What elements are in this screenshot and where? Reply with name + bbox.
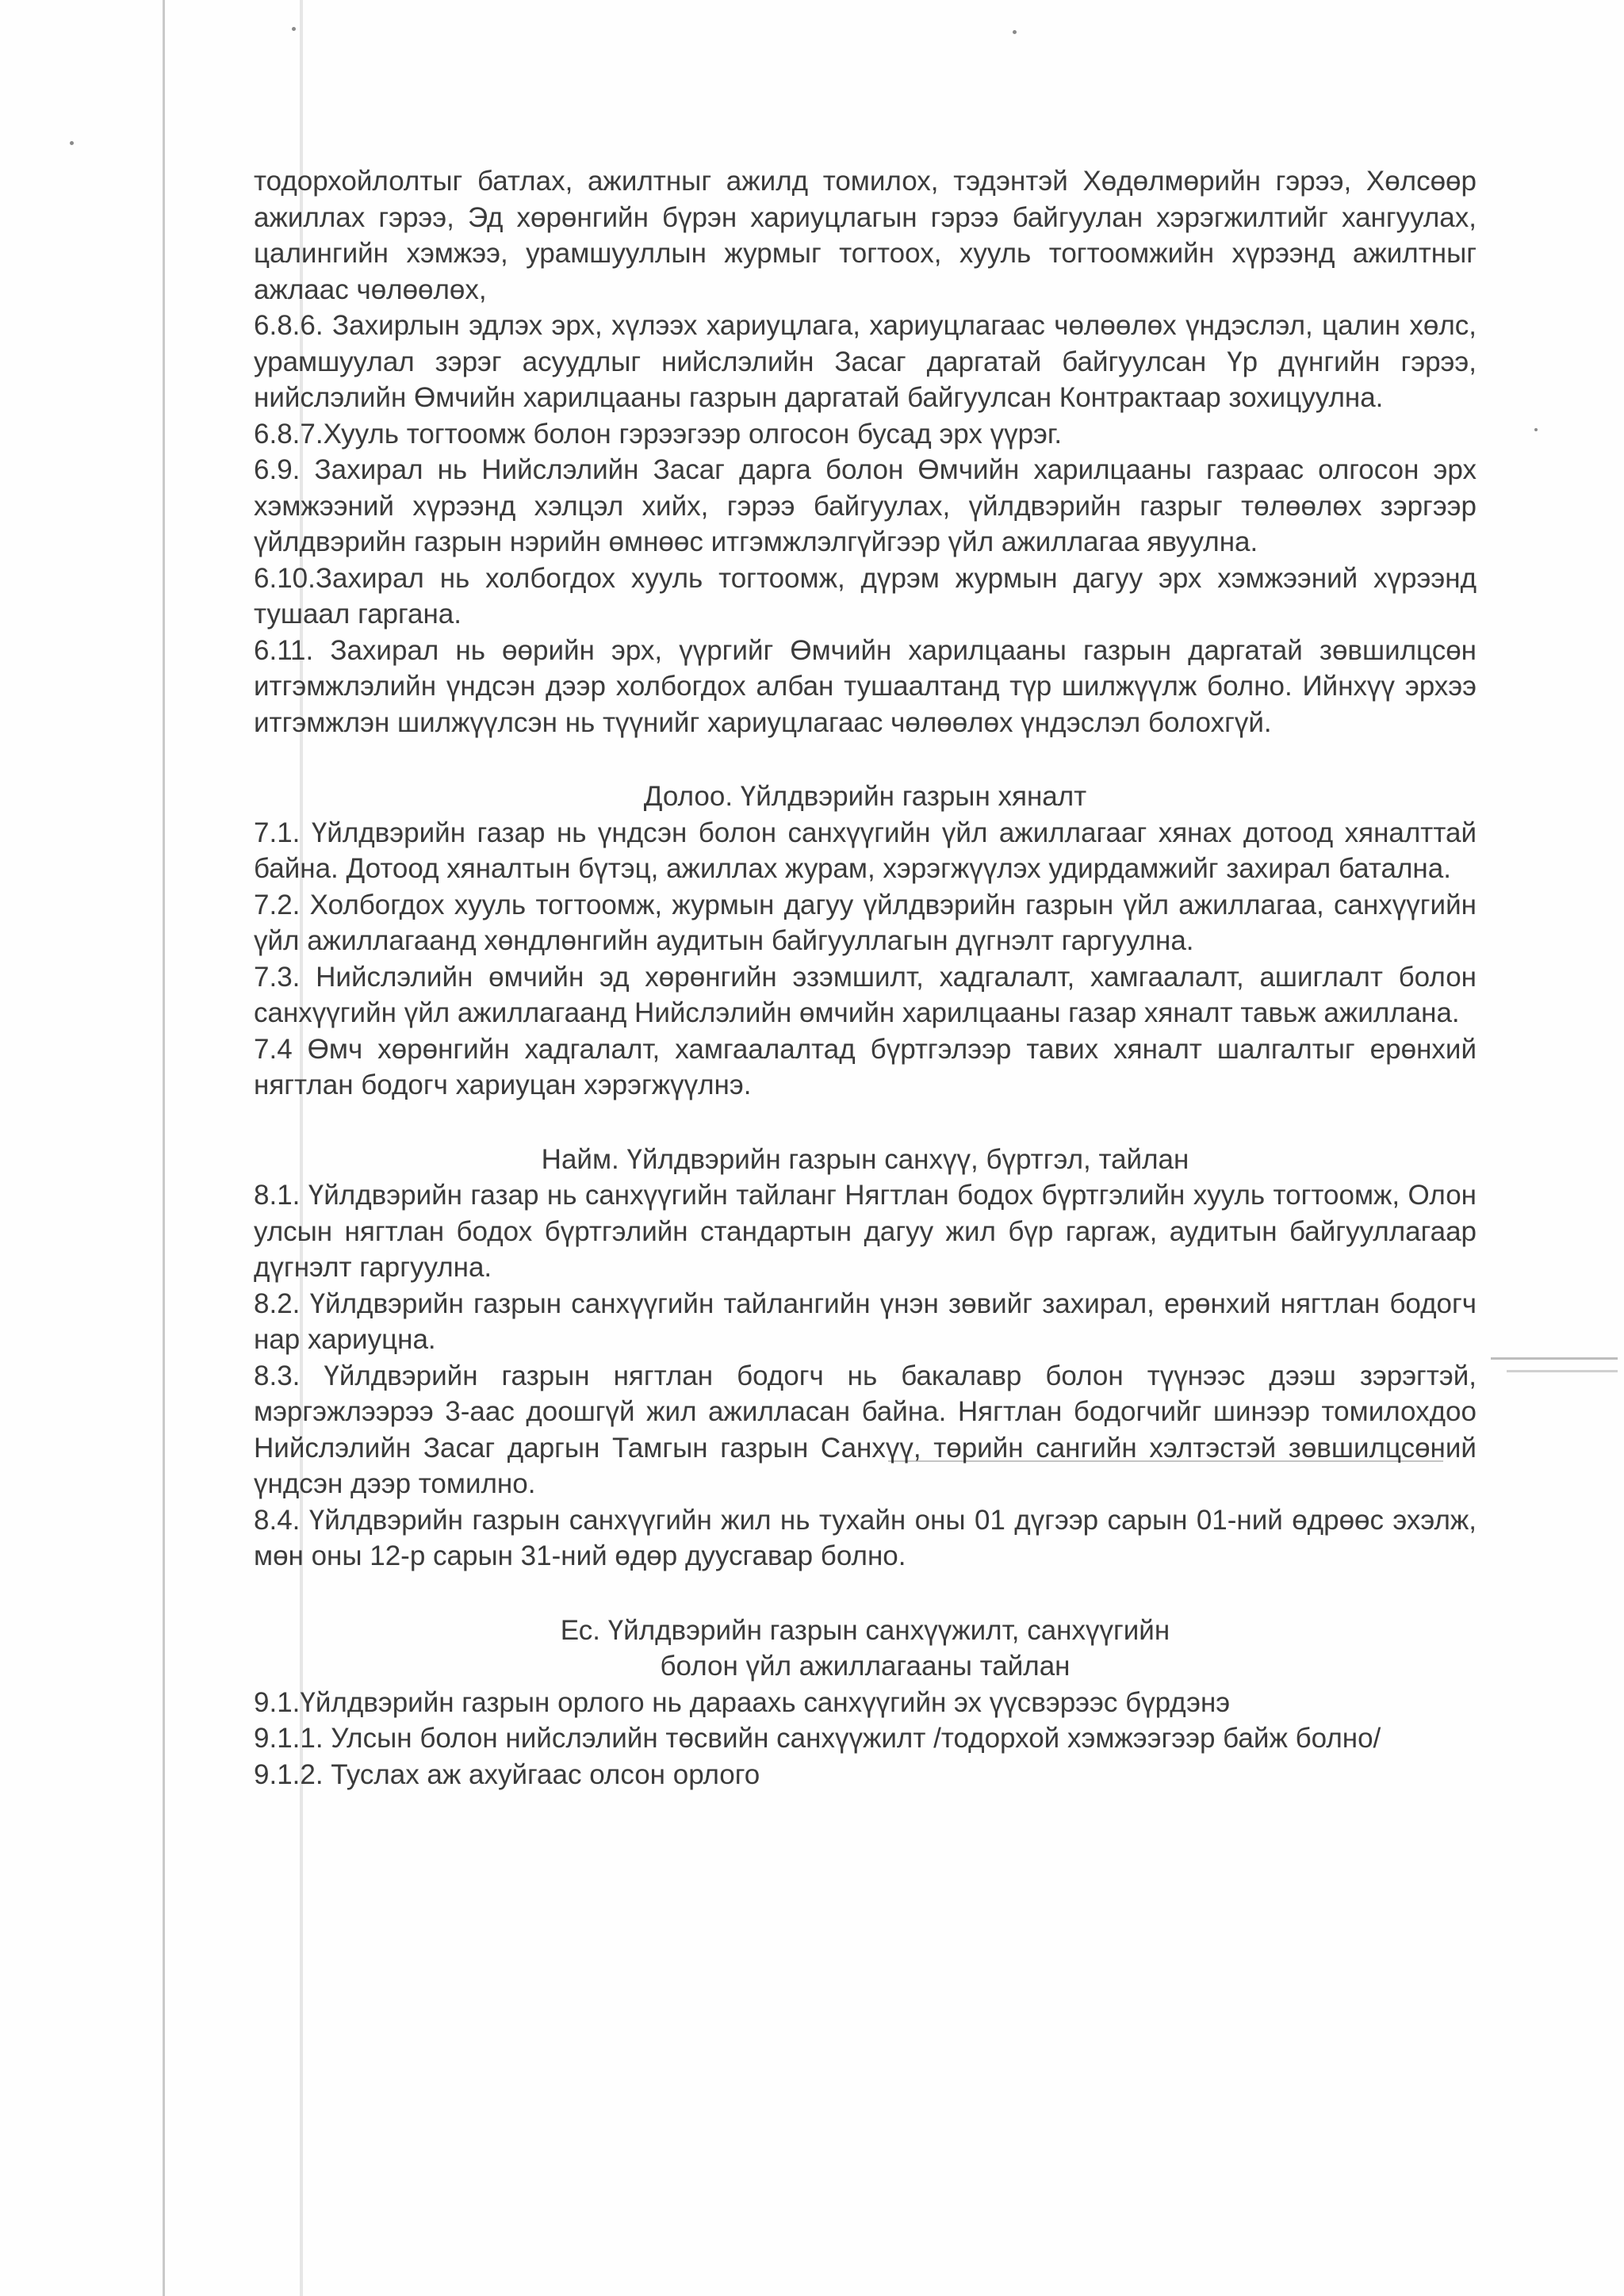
scan-speck [1013, 30, 1017, 34]
clause-6-9: 6.9. Захирал нь Нийслэлийн Засаг дарга болон Өмчийн харилцааны газраас олгосон эрх хэмжээний хүрээнд хэлцэл хийх, гэрээ байгуулах, үйлдвэрийн газрыг төлөөлөх зэргээр үйлдвэрийн газрын нэрийн өмнөөс итгэмжлэлгүйгээр үйл ажиллагаа явуулна. [254, 454, 1477, 557]
clause-7-3: 7.3. Нийслэлийн өмчийн эд хөрөнгийн эзэмшилт, хадгалалт, хамгаалалт, ашиглалт болон санхүүгийн үйл ажиллагаанд Нийслэлийн өмчийн харилцааны газар хяналт тавьж ажиллана. [254, 961, 1477, 1028]
clause-8-1: 8.1. Үйлдвэрийн газар нь санхүүгийн тайланг Нягтлан бодох бүртгэлийн хууль тогтоомж, Олон улсын нягтлан бодох бүртгэлийн стандартын дагуу жил бүр гаргаж, аудитын байгууллагаар дүгнэлт гаргуулна. [254, 1180, 1477, 1283]
clause-9-1: 9.1.Үйлдвэрийн газрын орлого нь дараахь санхүүгийн эх үүсвэрээс бүрдэнэ [254, 1686, 1231, 1718]
section-7-heading: Долоо. Үйлдвэрийн газрын хяналт [643, 781, 1087, 812]
section-9-heading-line2: болон үйл ажиллагааны тайлан [660, 1651, 1071, 1682]
clause-7-1: 7.1. Үйлдвэрийн газар нь үндсэн болон санхүүгийн үйл ажиллагааг хянах дотоод хяналттай байна. Дотоод хяналтын бүтэц, ажиллах журам, хэрэгжүүлэх удирдамжийг захирал батална. [254, 817, 1477, 884]
clause-7-4: 7.4 Өмч хөрөнгийн хадгалалт, хамгаалалтад бүртгэлээр тавих хяналт шалгалтыг ерөнхий нягтлан бодогч хариуцан хэрэгжүүлнэ. [254, 1033, 1477, 1100]
section-gap [254, 1575, 1477, 1613]
section-9-heading-line1: Ес. Үйлдвэрийн газрын санхүүжилт, санхүүгийн [560, 1614, 1170, 1646]
clause-7-2: 7.2. Холбогдох хууль тогтоомж, журмын дагуу үйлдвэрийн газрын үйл ажиллагаа, санхүүгийн үйл ажиллагаанд хөндлөнгийн аудитын байгууллагын дүгнэлт гаргуулна. [254, 889, 1477, 956]
clause-9-1-2: 9.1.2. Туслах аж ахуйгаас олсон орлого [254, 1758, 760, 1790]
clause-6-8-7: 6.8.7.Хууль тогтоомж болон гэрээгээр олгосон бусад эрх үүрэг. [254, 418, 1063, 450]
scan-speck [1534, 428, 1538, 431]
scan-speck [292, 27, 296, 31]
section-gap [254, 1104, 1477, 1142]
clause-6-11: 6.11. Захирал нь өөрийн эрх, үүргийг Өмчийн харилцааны газрын даргатай зөвшилцсөн итгэмжлэлийн үндсэн дээр холбогдох албан тушаалтанд түр шилжүүлж болно. Ийнхүү эрхээ итгэмжлэн шилжүүлсэн нь түүнийг хариуцлагаас чөлөөлөх үндэслэл болохгүй. [254, 634, 1477, 738]
scan-smudge [1491, 1357, 1618, 1360]
section-8-heading: Найм. Үйлдвэрийн газрын санхүү, бүртгэл, тайлан [541, 1143, 1189, 1175]
section-gap [254, 740, 1477, 779]
clause-8-3: 8.3. Үйлдвэрийн газрын нягтлан бодогч нь бакалавр болон түүнээс дээш зэрэгтэй, мэргэжлээрээ 3-аас доошгүй жил ажилласан байна. Нягтлан бодогчийг шинээр томилохдоо Нийслэлийн Засаг даргын Тамгын газрын Санхүү, төрийн сангийн хэлтэстэй зөвшилцсөний үндсэн дээр томилно. [254, 1360, 1477, 1499]
clause-8-2: 8.2. Үйлдвэрийн газрын санхүүгийн тайлангийн үнэн зөвийг захирал, ерөнхий нягтлан бодогч нар хариуцна. [254, 1288, 1477, 1355]
document-body [254, 163, 1477, 1793]
opening-paragraph: тодорхойлолтыг батлах, ажилтныг ажилд томилох, тэдэнтэй Хөдөлмөрийн гэрээ, Хөлсөөр ажиллах гэрээ, Эд хөрөнгийн бүрэн хариуцлагын гэрээ байгуулан хэрэгжилтийг хангуулах, цалингийн хэмжээ, урамшууллын журмыг тогтоох, хууль тогтоомжийн хүрээнд ажилтныг ажлаас чөлөөлөх, [254, 166, 1477, 305]
clause-6-8-6: 6.8.6. Захирлын эдлэх эрх, хүлээх хариуцлага, хариуцлагаас чөлөөлөх үндэслэл, цалин хөлс, урамшуулал зэрэг асуудлыг нийслэлийн Засаг даргатай байгуулсан Үр дүнгийн гэрээ, нийслэлийн Өмчийн харилцааны газрын даргатай байгуулсан Контрактаар зохицуулна. [254, 310, 1477, 413]
scan-smudge [1507, 1370, 1618, 1372]
scan-speck [70, 141, 74, 145]
clause-8-4: 8.4. Үйлдвэрийн газрын санхүүгийн жил нь тухайн оны 01 дүгээр сарын 01-ний өдрөөс эхэлж, мөн оны 12-р сарын 31-ний өдөр дуусгавар болно. [254, 1504, 1477, 1571]
clause-9-1-1: 9.1.1. Улсын болон нийслэлийн төсвийн санхүүжилт /тодорхой хэмжээгээр байж болно/ [254, 1723, 1381, 1754]
clause-6-10: 6.10.Захирал нь холбогдох хууль тогтоомж, дүрэм журмын дагуу эрх хэмжээний хүрээнд тушаал гаргана. [254, 562, 1477, 629]
scan-edge-line [163, 0, 165, 2296]
